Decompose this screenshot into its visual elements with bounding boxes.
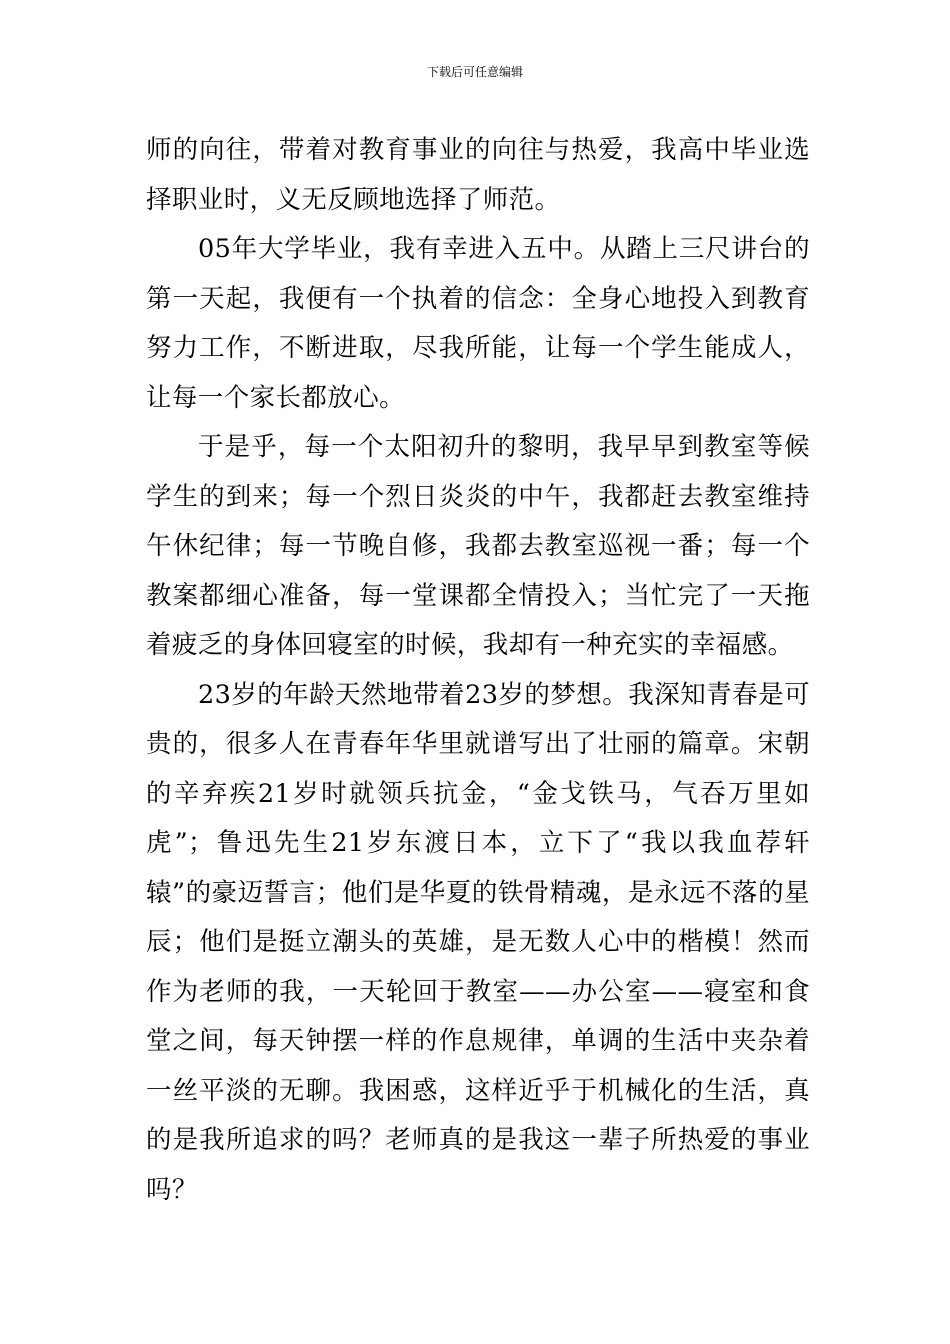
paragraph-3: 于是乎，每一个太阳初升的黎明，我早早到教室等候学生的到来；每一个烈日炎炎的中午，我都赶去教室维持午休纪律；每一节晚自修，我都去教室巡视一番；每一个教案都细心准备，每一堂课都全情投入；当忙完了一天拖着疲乏的身体回寝室的时候，我却有一种充实的幸福感。 xyxy=(146,432,810,660)
paragraph-1: 师的向往，带着对教育事业的向往与热爱，我高中毕业选择职业时，义无反顾地选择了师范。 xyxy=(146,135,810,215)
paragraph-4: 23岁的年龄天然地带着23岁的梦想。我深知青春是可贵的，很多人在青春年华里就谱写出了壮丽的篇章。宋朝的辛弃疾21岁时就领兵抗金，“金戈铁马，气吞万里如虎”；鲁迅先生21岁东渡日本，立下了“我以我血荐轩辕”的豪迈誓言；他们是华夏的铁骨精魂，是永远不落的星辰；他们是挺立潮头的英雄，是无数人心中的楷模！然而作为老师的我，一天轮回于教室——办公室——寝室和食堂之间，每天钟摆一样的作息规律，单调的生活中夹杂着一丝平淡的无聊。我困惑，这样近乎于机械化的生活，真的是我所追求的吗？老师真的是我这一辈子所热爱的事业吗？ xyxy=(146,679,810,1205)
page-header: 下载后可任意编辑 xyxy=(426,65,523,79)
paragraph-2: 05年大学毕业，我有幸进入五中。从踏上三尺讲台的第一天起，我便有一个执着的信念：全身心地投入到教育努力工作，不断进取，尽我所能，让每一个学生能成人，让每一个家长都放心。 xyxy=(146,234,810,413)
document-body xyxy=(146,126,810,1215)
